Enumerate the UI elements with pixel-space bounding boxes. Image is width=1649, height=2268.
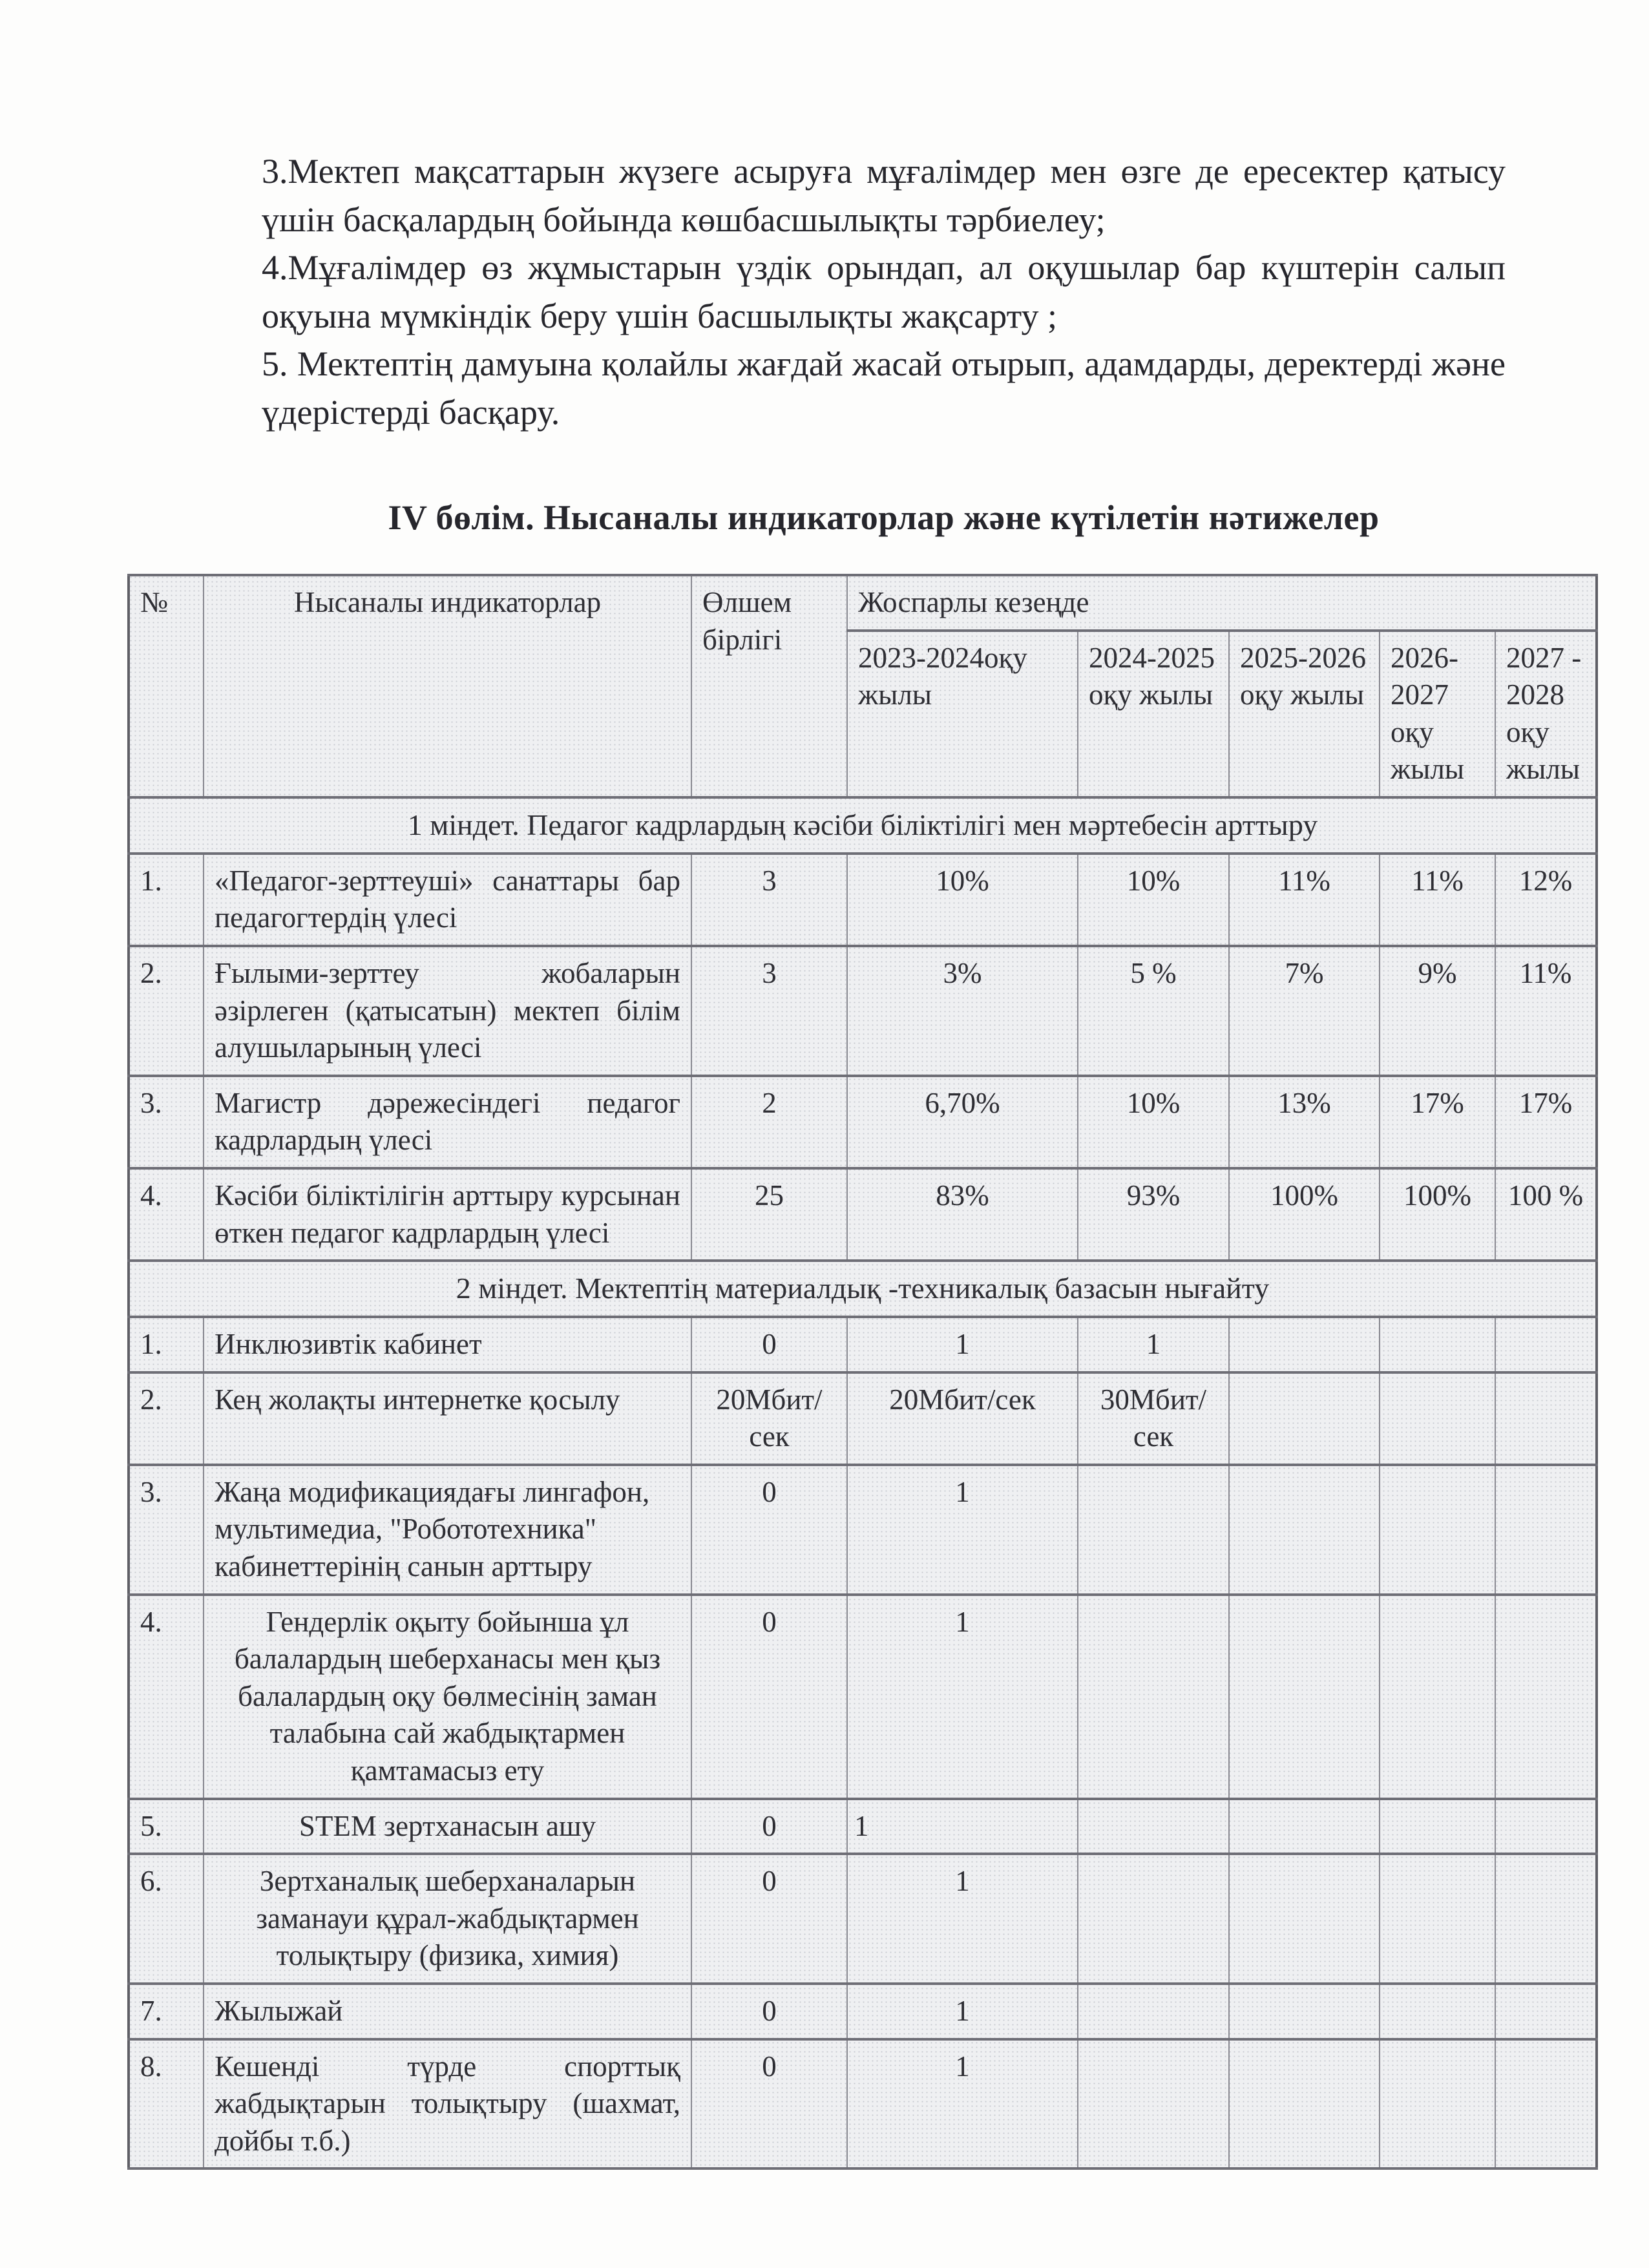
value-cell-year-3 [1229, 2039, 1380, 2169]
value-cell-year-5: 11% [1495, 946, 1597, 1076]
value-cell-year-3: 11% [1229, 854, 1380, 946]
value-cell-year-4 [1380, 1854, 1495, 1984]
row-number-cell: 8. [129, 2039, 204, 2169]
unit-cell: 3 [691, 854, 847, 946]
row-number-cell: 4. [129, 1168, 204, 1261]
value-cell-year-4: 100% [1380, 1168, 1495, 1261]
value-cell-year-5 [1495, 1372, 1597, 1465]
value-cell-year-2: 10% [1078, 1076, 1229, 1168]
row-number-cell: 2. [129, 946, 204, 1076]
header-no: № [129, 575, 204, 797]
table-row [129, 1168, 1597, 1261]
value-cell-year-1: 1 [847, 1317, 1078, 1372]
unit-cell: 0 [691, 1984, 847, 2039]
intro-item-5: 5. Мектептің дамуына қолайлы жағдай жасай отырып, адамдарды, деректерді және үдерістерді басқару. [262, 344, 1506, 432]
value-cell-year-4 [1380, 1465, 1495, 1595]
table-row [129, 1465, 1597, 1595]
value-cell-year-2 [1078, 1799, 1229, 1854]
indicator-cell: Магистр дәрежесіндегі педагог кадрлардың үлесі [204, 1076, 691, 1168]
row-number-cell: 4. [129, 1595, 204, 1799]
value-cell-year-3 [1229, 1984, 1380, 2039]
value-cell-year-5: 12% [1495, 854, 1597, 946]
row-number-cell: 1. [129, 1317, 204, 1372]
row-number-cell: 3. [129, 1465, 204, 1595]
unit-cell: 0 [691, 2039, 847, 2169]
value-cell-year-1: 1 [847, 2039, 1078, 2169]
value-cell-year-3 [1229, 1465, 1380, 1595]
header-year-2025-2026: 2025-2026 оқу жылы [1229, 631, 1380, 797]
value-cell-year-1: 1 [847, 1854, 1078, 1984]
value-cell-year-1: 1 [847, 1465, 1078, 1595]
value-cell-year-1: 1 [847, 1799, 1078, 1854]
value-cell-year-1: 10% [847, 854, 1078, 946]
table-row [129, 946, 1597, 1076]
value-cell-year-4 [1380, 1372, 1495, 1465]
value-cell-year-1: 20Мбит/сек [847, 1372, 1078, 1465]
value-cell-year-4: 9% [1380, 946, 1495, 1076]
value-cell-year-1: 1 [847, 1595, 1078, 1799]
value-cell-year-5 [1495, 1799, 1597, 1854]
indicator-cell: Гендерлік оқыту бойынша ұл балалардың шеберханасы мен қыз балалардың оқу бөлмесінің заман талабына сай жабдықтармен қамтамасыз ету [204, 1595, 691, 1799]
value-cell-year-3 [1229, 1372, 1380, 1465]
value-cell-year-4 [1380, 1317, 1495, 1372]
value-cell-year-3 [1229, 1595, 1380, 1799]
indicator-cell: Жылыжай [204, 1984, 691, 2039]
unit-cell: 25 [691, 1168, 847, 1261]
value-cell-year-4 [1380, 1595, 1495, 1799]
unit-cell: 0 [691, 1465, 847, 1595]
value-cell-year-4: 11% [1380, 854, 1495, 946]
value-cell-year-2 [1078, 1465, 1229, 1595]
value-cell-year-2: 10% [1078, 854, 1229, 946]
value-cell-year-4 [1380, 1984, 1495, 2039]
value-cell-year-1: 3% [847, 946, 1078, 1076]
header-year-2023-2024: 2023-2024оқу жылы [847, 631, 1078, 797]
value-cell-year-2 [1078, 2039, 1229, 2169]
row-number-cell: 5. [129, 1799, 204, 1854]
indicator-cell: Кең жолақты интернетке қосылу [204, 1372, 691, 1465]
value-cell-year-4 [1380, 1799, 1495, 1854]
value-cell-year-3: 100% [1229, 1168, 1380, 1261]
row-number-cell: 1. [129, 854, 204, 946]
table-row [129, 1076, 1597, 1168]
intro-item-3: 3.Мектеп мақсаттарын жүзеге асыруға мұғалімдер мен өзге де ересектер қатысу үшін басқалардың бойында көшбасшылықты тәрбиелеу; [262, 152, 1506, 239]
value-cell-year-3 [1229, 1854, 1380, 1984]
row-number-cell: 6. [129, 1854, 204, 1984]
header-indicator: Нысаналы индикаторлар [204, 575, 691, 797]
value-cell-year-4: 17% [1380, 1076, 1495, 1168]
value-cell-year-3: 13% [1229, 1076, 1380, 1168]
row-number-cell: 2. [129, 1372, 204, 1465]
unit-cell: 0 [691, 1854, 847, 1984]
indicator-cell: Ғылыми-зерттеу жобаларын әзірлеген (қатысатын) мектеп білім алушыларының үлесі [204, 946, 691, 1076]
value-cell-year-2: 1 [1078, 1317, 1229, 1372]
value-cell-year-2: 30Мбит/ сек [1078, 1372, 1229, 1465]
value-cell-year-1: 83% [847, 1168, 1078, 1261]
value-cell-year-1: 1 [847, 1984, 1078, 2039]
indicator-cell: Зертханалық шеберханаларын заманауи құрал-жабдықтармен толықтыру (физика, химия) [204, 1854, 691, 1984]
indicator-cell: Инклюзивтік кабинет [204, 1317, 691, 1372]
table-row [129, 2039, 1597, 2169]
value-cell-year-5: 100 % [1495, 1168, 1597, 1261]
value-cell-year-5 [1495, 1595, 1597, 1799]
value-cell-year-1: 6,70% [847, 1076, 1078, 1168]
indicator-cell: Кешенді түрде спорттық жабдықтарын толықтыру (шахмат, дойбы т.б.) [204, 2039, 691, 2169]
value-cell-year-2 [1078, 1854, 1229, 1984]
table-row [129, 854, 1597, 946]
unit-cell: 20Мбит/ сек [691, 1372, 847, 1465]
value-cell-year-3 [1229, 1317, 1380, 1372]
value-cell-year-5 [1495, 2039, 1597, 2169]
header-planned-period: Жоспарлы кезеңде [847, 575, 1597, 631]
table-row [129, 1317, 1597, 1372]
value-cell-year-5 [1495, 1317, 1597, 1372]
row-number-cell: 7. [129, 1984, 204, 2039]
value-cell-year-2 [1078, 1595, 1229, 1799]
section-band-label: 2 міндет. Мектептің материалдық -техникалық базасын нығайту [129, 1261, 1597, 1317]
table-row [129, 1854, 1597, 1984]
value-cell-year-5 [1495, 1854, 1597, 1984]
unit-cell: 3 [691, 946, 847, 1076]
header-year-2024-2025: 2024-2025 оқу жылы [1078, 631, 1229, 797]
header-unit: Өлшем бірлігі [691, 575, 847, 797]
indicator-cell: STEM зертханасын ашу [204, 1799, 691, 1854]
indicators-table [127, 574, 1598, 2170]
value-cell-year-3: 7% [1229, 946, 1380, 1076]
section-band-row [129, 797, 1597, 854]
unit-cell: 0 [691, 1595, 847, 1799]
header-year-2026-2027: 2026-2027 оқу жылы [1380, 631, 1495, 797]
table-header-row-1 [129, 575, 1597, 631]
unit-cell: 0 [691, 1799, 847, 1854]
indicator-cell: Жаңа модификациядағы лингафон, мультимедиа, "Робототехника" кабинеттерінің санын арттыру [204, 1465, 691, 1595]
value-cell-year-2: 5 % [1078, 946, 1229, 1076]
indicator-cell: Кәсіби біліктілігін арттыру курсынан өткен педагог кадрлардың үлесі [204, 1168, 691, 1261]
value-cell-year-4 [1380, 2039, 1495, 2169]
value-cell-year-5 [1495, 1465, 1597, 1595]
page-title: IV бөлім. Нысаналы индикаторлар және күтілетін нәтижелер [388, 498, 1380, 537]
section-band-label: 1 міндет. Педагог кадрлардың кәсіби біліктілігі мен мәртебесін арттыру [129, 797, 1597, 854]
value-cell-year-5: 17% [1495, 1076, 1597, 1168]
intro-item-4: 4.Мұғалімдер өз жұмыстарын үздік орындап, ал оқушылар бар күштерін салып оқуына мүмкіндік беру үшін басшылықты жақсарту ; [262, 248, 1506, 335]
indicators-table-body [129, 797, 1597, 2168]
table-row [129, 1799, 1597, 1854]
section-band-row [129, 1261, 1597, 1317]
unit-cell: 2 [691, 1076, 847, 1168]
value-cell-year-2 [1078, 1984, 1229, 2039]
value-cell-year-3 [1229, 1799, 1380, 1854]
value-cell-year-5 [1495, 1984, 1597, 2039]
table-row [129, 1984, 1597, 2039]
table-row [129, 1372, 1597, 1465]
value-cell-year-2: 93% [1078, 1168, 1229, 1261]
table-row [129, 1595, 1597, 1799]
row-number-cell: 3. [129, 1076, 204, 1168]
unit-cell: 0 [691, 1317, 847, 1372]
indicator-cell: «Педагог-зерттеуші» санаттары бар педагогтердің үлесі [204, 854, 691, 946]
header-year-2027-2028: 2027 - 2028 оқу жылы [1495, 631, 1597, 797]
intro-paragraphs [262, 147, 1506, 436]
